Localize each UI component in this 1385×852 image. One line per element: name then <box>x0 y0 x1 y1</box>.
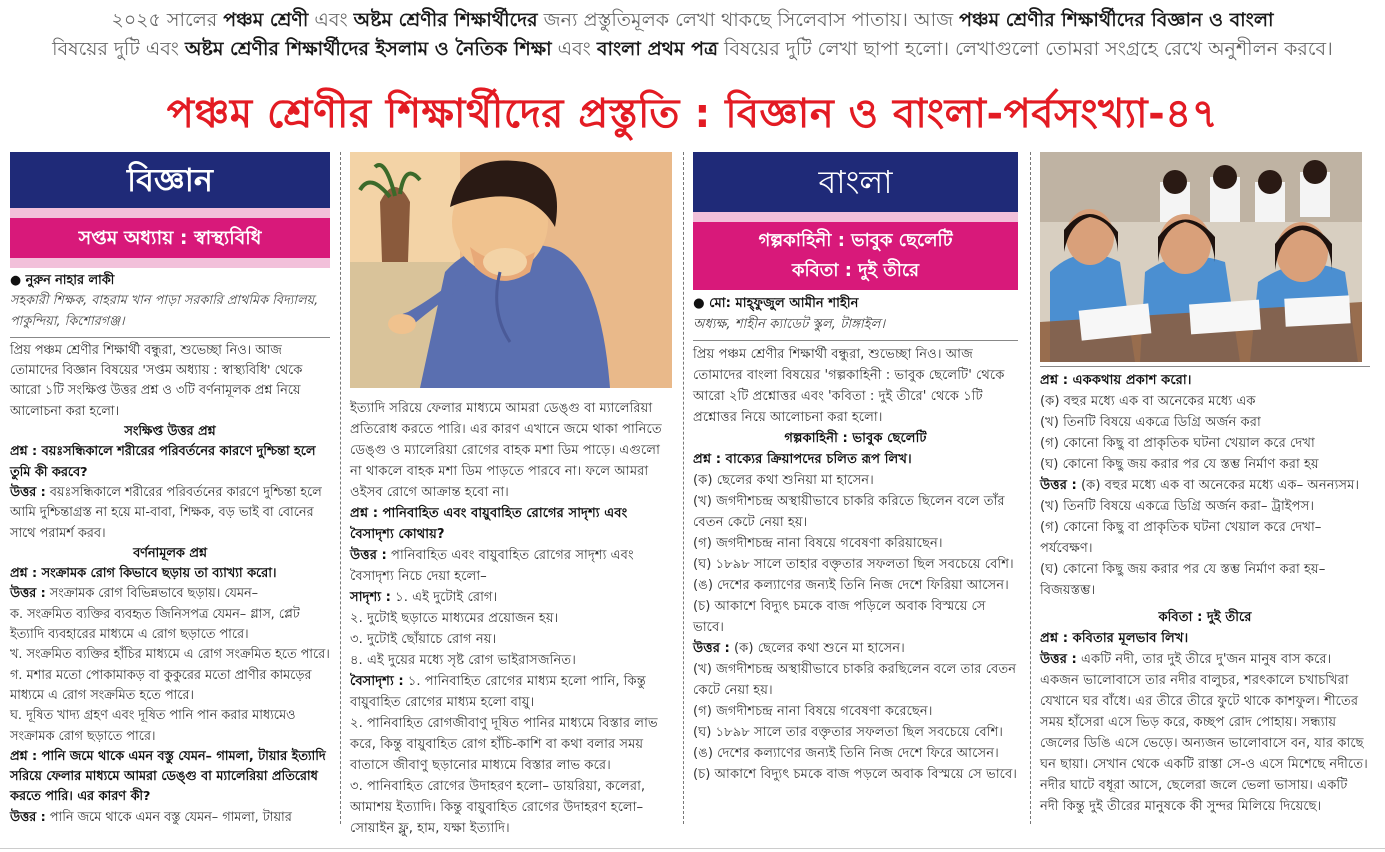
answer-item: (ঘ) ১৮৯৮ সালে তার বক্তৃতার সফলতা ছিল সবচেয়ে বেশি। <box>693 725 1003 740</box>
question-item: (খ) তিনটি বিষয়ে একত্রে ডিগ্রি অর্জন করা <box>1040 415 1261 430</box>
answer-item: (খ) জগদীশচন্দ্র অস্থায়ীভাবে চাকরি করছিলেন বলে তার বেতন কেটে নেয়া হয়। <box>693 662 1017 698</box>
answer-item <box>350 671 672 713</box>
intro-line-1 <box>12 6 1373 35</box>
section-heading: কবিতা : দুই তীরে <box>1158 610 1252 625</box>
answer <box>10 584 330 604</box>
page-bottom-rule <box>0 848 1385 849</box>
answer-label: উত্তর : <box>10 809 46 825</box>
question-text: বাক্যের ক্রিয়াপদের চলিত রূপ লিখ। <box>721 452 912 467</box>
question <box>1040 628 1370 649</box>
author-name: ● নুরুন নাহার লাকী <box>10 273 115 288</box>
answer-label: উত্তর : <box>10 484 46 500</box>
answer-item: (খ) তিনটি বিষয়ে একত্রে ডিগ্রি অর্জন করা– ট্রাইপস। <box>1040 499 1315 514</box>
bangla-continued-column <box>1040 152 1370 817</box>
question-text: কবিতার মূলভাব লিখ। <box>1068 631 1189 646</box>
question-item: (খ) জগদীশচন্দ্র অস্থায়ীভাবে চাকরি করিতে ছিলেন বলে তাঁর বেতন কেটে নেয়া হয়। <box>693 494 1005 530</box>
question <box>693 449 1018 470</box>
author-affiliation: অধ্যক্ষ, শাহীন ক্যাডেট স্কুল, টাঙ্গাইল। <box>693 317 886 332</box>
answer-label: উত্তর : <box>350 548 387 563</box>
question-text: বয়ঃসন্ধিকালে শরীরের পরিবর্তনের কারণে দুশ্চিন্তা হলে তুমি কী করবে? <box>10 444 316 480</box>
article-intro: প্রিয় পঞ্চম শ্রেণীর শিক্ষার্থী বন্ধুরা, শুভেচ্ছা নিও। আজ তোমাদের বাংলা বিষয়ের 'গল্পকাহিনী : ভাবুক ছেলেটি' থেকে আরো ২টি প্রশ্নোত্তর এবং 'কবিতা : দুই তীরে' থেকে ১টি প্রশ্নোত্তর নিয়ে আলোচনা করা হলো। <box>693 347 1005 425</box>
answer-text: বয়ঃসন্ধিকালে শরীরের পরিবর্তনের কারণে দুশ্চিন্তা হলে আমি দুশ্চিন্তাগ্রস্ত না হয়ে মা-বাবা, শিক্ষক, বড় ভাই বা বোনের সাথে পরামর্শ করব। <box>10 484 322 541</box>
divider <box>1040 366 1370 367</box>
continued-text: ইত্যাদি সরিয়ে ফেলার মাধ্যমে আমরা ডেঙ্গু বা ম্যালেরিয়া প্রতিরোধ করতে পারি। এর কারণ এখানে জমে থাকা পানিতে ডেঙ্গু ও ম্যালেরিয়া রোগের বাহক মশা ডিম পাড়ে। এগুলো না থাকলে বাহক মশা ডিম পাড়তে পারবে না। ফলে আমরা ওইসব রোগে আক্রান্ত হবো না। <box>350 401 662 500</box>
question <box>1040 370 1370 391</box>
answer-text: পানি জমে থাকে এমন বস্তু যেমন– গামলা, টায়ার <box>45 809 292 825</box>
question-label: প্রশ্ন : <box>10 444 38 460</box>
answer-text: সংক্রামক রোগ বিভিন্নভাবে ছড়ায়। যেমন– <box>45 586 259 602</box>
intro-text-segment: ২০২৫ সালের <box>111 9 224 31</box>
question <box>10 747 330 808</box>
answer-item: (ঘ) কোনো কিছু জয় করার পর যে স্তম্ভ নির্মাণ করা হয়– বিজয়স্তম্ভ। <box>1040 562 1326 598</box>
question-item: (ঘ) কোনো কিছু জয় করার পর যে স্তম্ভ নির্মাণ করা হয় <box>1040 457 1319 472</box>
question-item: (ঙ) দেশের কল্যাণের জন্যই তিনি নিজ দেশে ফিরিয়া আসেন। <box>693 578 1009 593</box>
answer-item: (গ) জগদীশচন্দ্র নানা বিষয়ে গবেষণা করেছেন। <box>693 704 933 719</box>
answer-label: উত্তর : <box>1040 478 1077 493</box>
question-text: এককথায় প্রকাশ করো। <box>1068 373 1192 388</box>
question-item: (ক) বহুর মধ্যে এক বা অনেকের মধ্যে এক <box>1040 394 1256 409</box>
author-name: ● মো: মাহ্‌ফুজুল আমীন শাহীন <box>693 296 859 311</box>
intro-bold-segment: অষ্টম শ্রেণীর শিক্ষার্থীদের ইসলাম ও নৈতিক শিক্ষা <box>185 38 552 60</box>
section-heading: গল্পকাহিনী : ভাবুক ছেলেটি <box>784 431 927 446</box>
answer <box>1040 649 1370 817</box>
intro-line-2 <box>12 35 1373 64</box>
author-affiliation: সহকারী শিক্ষক, বাহরাম খান পাড়া সরকারি প্রাথমিক বিদ্যালয়, পাকুন্দিয়া, কিশোরগঞ্জ। <box>10 293 319 329</box>
intro-text-segment: বিষয়ের দুটি এবং <box>52 38 186 60</box>
intro-bold-segment: পঞ্চম শ্রেণীর শিক্ষার্থীদের বিজ্ঞান ও বাংলা <box>959 9 1274 31</box>
poem-title: কবিতা : দুই তীরে <box>791 260 920 281</box>
science-continued-column <box>350 152 672 839</box>
intro-text-segment: বিষয়ের দুটি লেখা ছাপা হলো। লেখাগুলো তোমরা সংগ্রহে রেখে অনুশীলন করবে। <box>717 38 1333 60</box>
answer-item: ২. দুটোই ছড়াতে মাধ্যমের প্রয়োজন হয়। <box>350 611 559 626</box>
pink-band <box>693 212 1018 222</box>
answer-item: (ঙ) দেশের কল্যাণের জন্যই তিনি নিজ দেশে ফিরে আসেন। <box>693 746 999 761</box>
answer-label: উত্তর : <box>693 641 730 656</box>
answer-item <box>350 587 672 608</box>
answer-sublabel: বৈসাদৃশ্য : <box>350 674 404 689</box>
answer <box>350 545 672 587</box>
question-label: প্রশ্ন : <box>10 748 38 764</box>
science-header: বিজ্ঞান <box>10 152 330 208</box>
answer-text: (ক) ছেলের কথা শুনে মা হাসেন। <box>729 641 905 656</box>
intro-text <box>12 6 1373 64</box>
question-label: প্রশ্ন : <box>1040 373 1069 388</box>
answer-item: ২. পানিবাহিত রোগজীবাণু দূষিত পানির মাধ্যমে বিস্তার লাভ করে, কিন্তু বায়ুবাহিত রোগ হাঁচি-কাশি বা কথা বলার সময় বাতাসে জীবাণু ছড়ানোর মাধ্যমে বিস্তার লাভ করে। <box>350 716 658 773</box>
intro-text-segment: এবং <box>551 38 597 60</box>
section-heading: বর্ণনামূলক প্রশ্ন <box>133 545 207 561</box>
question-text: পানিবাহিত এবং বায়ুবাহিত রোগের সাদৃশ্য এবং বৈসাদৃশ্য কোথায়? <box>350 506 628 542</box>
answer-item: ৩. পানিবাহিত রোগের উদাহরণ হলো– ডায়রিয়া, কলেরা, আমাশয় ইত্যাদি। কিন্তু বায়ুবাহিত রোগের উদাহরণ হলো– সোয়াইন ফ্লু, হাম, যক্ষা ইত্যাদি। <box>350 779 646 836</box>
pink-band <box>10 208 330 218</box>
question-text: পানি জমে থাকে এমন বস্তু যেমন– গামলা, টায়ার ইত্যাদি সরিয়ে ফেলার মাধ্যমে আমরা ডেঙ্গু বা ম্যালেরিয়া প্রতিরোধ করতে পারি। এর কারণ কী? <box>10 748 326 805</box>
bangla-header: বাংলা <box>693 152 1018 212</box>
answer-item: গ. মশার মতো পোকামাকড় বা কুকুরের মতো প্রাণীর কামড়ের মাধ্যমে এ রোগ সংক্রমিত হতে পারে। <box>10 667 312 703</box>
column-divider <box>683 152 684 824</box>
story-title: গল্পকাহিনী : ভাবুক ছেলেটি <box>758 230 953 251</box>
question <box>10 442 330 483</box>
question-label: প্রশ্ন : <box>10 566 38 582</box>
question-item: (ক) ছেলের কথা শুনিয়া মা হাসেন। <box>693 473 874 488</box>
divider <box>693 340 1018 341</box>
answer-item: খ. সংক্রমিত ব্যক্তির হাঁচির মাধ্যমে এ রোগ সংক্রমিত হতে পারে। <box>10 647 330 663</box>
answer-item: ৩. দুটোই ছোঁয়াচে রোগ নয়। <box>350 632 497 647</box>
intro-text-segment: এবং <box>308 9 354 31</box>
answer-label: উত্তর : <box>10 586 46 602</box>
intro-bold-segment: বাংলা প্রথম পত্র <box>596 38 718 60</box>
students-writing-photo <box>1040 152 1362 362</box>
question-item: (গ) জগদীশচন্দ্র নানা বিষয়ে গবেষণা করিয়াছেন। <box>693 536 943 551</box>
section-heading: সংক্ষিপ্ত উত্তর প্রশ্ন <box>124 424 216 440</box>
intro-bold-segment: পঞ্চম শ্রেণী <box>223 9 309 31</box>
column-divider <box>340 152 341 824</box>
answer <box>1040 475 1370 496</box>
question <box>10 564 330 584</box>
question-item: (ঘ) ১৮৯৮ সালে তাহার বক্তৃতার সফলতা ছিল সবচেয়ে বেশি। <box>693 557 1014 572</box>
page-title: পঞ্চম শ্রেণীর শিক্ষার্থীদের প্রস্তুতি : বিজ্ঞান ও বাংলা-পর্বসংখ্যা-৪৭ <box>166 91 1219 137</box>
answer <box>10 483 330 544</box>
question <box>350 503 672 545</box>
bangla-subtitles <box>693 222 1018 290</box>
answer-text: (ক) বহুর মধ্যে এক বা অনেকের মধ্যে এক– অনন্যসম। <box>1076 478 1360 493</box>
answer-text: ১. এই দুটোই রোগ। <box>390 590 498 605</box>
pink-band <box>10 258 330 268</box>
question-item: (গ) কোনো কিছু বা প্রাকৃতিক ঘটনা খেয়াল করে দেখা <box>1040 436 1315 451</box>
answer-sublabel: সাদৃশ্য : <box>350 590 391 605</box>
answer-item: ৪. এই দুয়ের মধ্যে সৃষ্ট রোগ ভাইরাসজনিত। <box>350 653 576 668</box>
answer-item: ঘ. দূষিত খাদ্য গ্রহণ এবং দূষিত পানি পান করার মাধ্যমেও সংক্রামক রোগ ছড়াতে পারে। <box>10 708 296 744</box>
answer-item: (চ) আকাশে বিদ্যুৎ চমকে বাজ পড়লে অবাক বিস্ময়ে সে ভাবে। <box>693 767 1018 782</box>
answer <box>693 638 1018 659</box>
coughing-boy-illustration <box>350 152 672 388</box>
answer <box>10 808 330 828</box>
answer-label: উত্তর : <box>1040 652 1077 667</box>
bangla-column <box>693 152 1018 785</box>
answer-item: ক. সংক্রমিত ব্যক্তির ব্যবহৃত জিনিসপত্র যেমন– গ্লাস, প্লেট ইত্যাদি ব্যবহারের মাধ্যমে এ রোগ ছড়াতে পারে। <box>10 606 300 643</box>
article-intro: প্রিয় পঞ্চম শ্রেণীর শিক্ষার্থী বন্ধুরা, শুভেচ্ছা নিও। আজ তোমাদের বিজ্ঞান বিষয়ের 'সপ্তম অধ্যায় : স্বাস্থ্যবিধি' থেকে আরো ১টি সংক্ষিপ্ত উত্তর প্রশ্ন ও ৩টি বর্ণনামূলক প্রশ্ন নিয়ে আলোচনা করা হলো। <box>10 342 303 419</box>
question-item: (চ) আকাশে বিদ্যুৎ চমকে বাজ পড়িলে অবাক বিস্ময়ে সে ভাবে। <box>693 599 986 635</box>
divider <box>10 337 330 338</box>
column-divider <box>1030 152 1031 824</box>
answer-text: ১. পানিবাহিত রোগের মাধ্যম হলো পানি, কিন্তু বায়ুবাহিত রোগের মাধ্যম হলো বায়ু। <box>350 674 646 710</box>
question-text: সংক্রামক রোগ কিভাবে ছড়ায় তা ব্যাখ্যা করো। <box>37 566 277 582</box>
question-label: প্রশ্ন : <box>1040 631 1069 646</box>
answer-text: পানিবাহিত এবং বায়ুবাহিত রোগের সাদৃশ্য এবং বৈসাদৃশ্য নিচে দেয়া হলো– <box>350 548 634 584</box>
chapter-title: সপ্তম অধ্যায় : স্বাস্থ্যবিধি <box>10 218 330 258</box>
question-label: প্রশ্ন : <box>693 452 722 467</box>
answer-text: একটি নদী, তার দুই তীরে দু'জন মানুষ বাস করে। একজন ভালোবাসে তার নদীর বালুচর, শরৎকালে চখাচখিরা যেখানে ঘর বাঁধে। এর তীরে তীরে ফুটে থাকে কাশফুল। শীতের সময় হাঁসেরা এসে ভিড় করে, কচ্ছপ রোদ পোহায়। সন্ধ্যায় জেলের ডিঙি এসে ভেড়ে। অন্যজন ভালোবাসে বন, যার কাছে ঘন ছায়া। সেখান থেকে একটি রাস্তা সে-ও এসে মিশেছে নদীতে। নদীর ঘাটে বধূরা আসে, ছেলেরা জলে ভেলা ভাসায়। একটি নদী কিন্তু দুই তীরের মানুষকে কী সুন্দর মিলিয়ে দিয়েছে। <box>1040 652 1368 814</box>
intro-bold-segment: অষ্টম শ্রেণীর শিক্ষার্থীদের <box>353 9 538 31</box>
intro-text-segment: জন্য প্রস্তুতিমূলক লেখা থাকছে সিলেবাস পাতায়। আজ <box>537 9 960 31</box>
question-label: প্রশ্ন : <box>350 506 379 521</box>
science-column <box>10 152 330 828</box>
answer-item: (গ) কোনো কিছু বা প্রাকৃতিক ঘটনা খেয়াল করে দেখা– পর্যবেক্ষণ। <box>1040 520 1322 556</box>
